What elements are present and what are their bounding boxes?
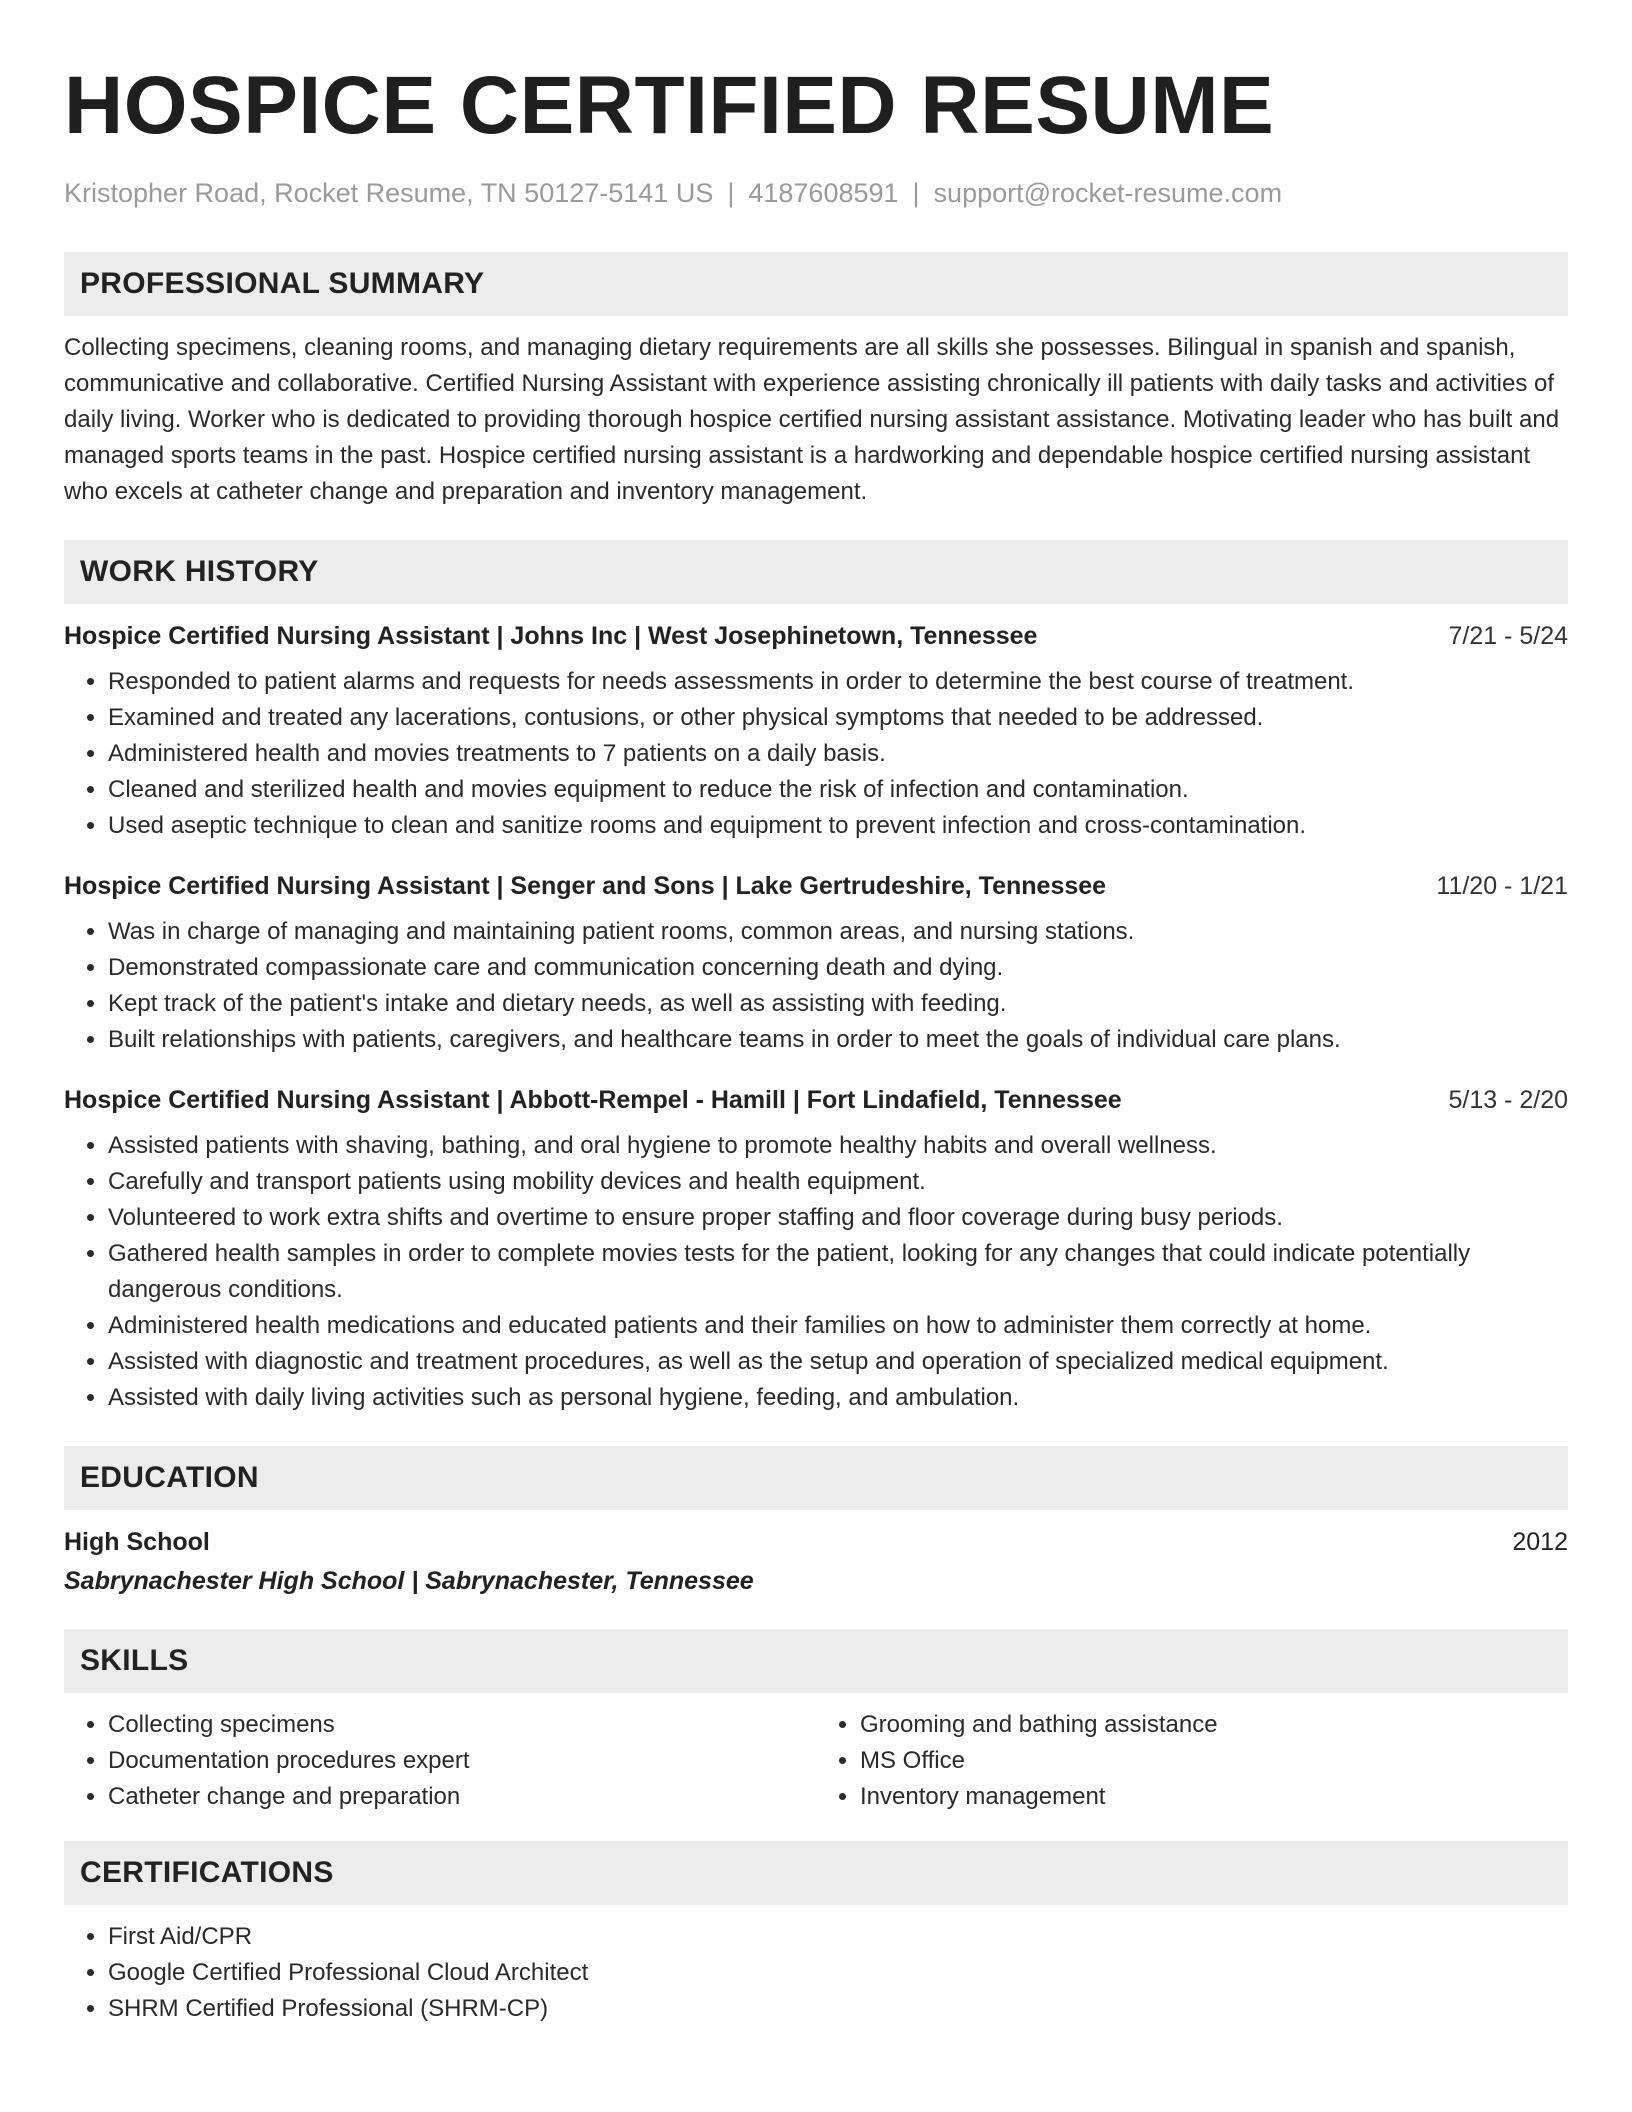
- list-item: • Cleaned and sterilized health and movies equipment to reduce the risk of infection and contamination.: [108, 772, 1568, 808]
- list-item: • Assisted with diagnostic and treatment procedures, as well as the setup and operation of specialized medical equipment.: [108, 1344, 1568, 1380]
- list-item: • Examined and treated any lacerations, contusions, or other physical symptoms that needed to be addressed.: [108, 700, 1568, 736]
- list-item: • Demonstrated compassionate care and communication concerning death and dying.: [108, 950, 1568, 986]
- contact-phone: 4187608591: [748, 178, 899, 208]
- list-item: • SHRM Certified Professional (SHRM-CP): [108, 1991, 1568, 2027]
- education-entry: [64, 1524, 1568, 1599]
- list-item: • Collecting specimens: [108, 1707, 816, 1743]
- list-item: • Inventory management: [860, 1779, 1568, 1815]
- education-year: 2012: [1512, 1528, 1568, 1556]
- contact-separator: |: [912, 178, 920, 208]
- list-item: • First Aid/CPR: [108, 1919, 1568, 1955]
- work-history-heading: WORK HISTORY: [64, 540, 1568, 604]
- list-item: • Responded to patient alarms and requests for needs assessments in order to determine the best course of treatment.: [108, 664, 1568, 700]
- summary-text: Collecting specimens, cleaning rooms, and managing dietary requirements are all skills she possesses. Bilingual in spanish and spanish, communicative and collaborative. Certified Nursing Assistant with experience assisting chronically ill patients with daily tasks and activities of daily living. Worker who is dedicated to providing thorough hospice certified nursing assistant assistance. Motivating leader who has built and managed sports teams in the past. Hospice certified nursing assistant is a hardworking and dependable hospice certified nursing assistant who excels at catheter change and preparation and inventory management.: [64, 334, 1560, 505]
- job-dates: 7/21 - 5/24: [1448, 622, 1568, 650]
- education-degree: High School: [64, 1528, 210, 1556]
- list-item: • MS Office: [860, 1743, 1568, 1779]
- certifications-list: [64, 1919, 1568, 2027]
- skills-list: [64, 1697, 1568, 1815]
- skills-heading: SKILLS: [64, 1629, 1568, 1693]
- job-bullets: [64, 664, 1568, 844]
- job-bullets: [64, 1128, 1568, 1416]
- education-school: Sabrynachester High School | Sabrynachester, Tennessee: [64, 1567, 754, 1595]
- list-item: • Carefully and transport patients using mobility devices and health equipment.: [108, 1164, 1568, 1200]
- job-title: Hospice Certified Nursing Assistant | Abbott-Rempel - Hamill | Fort Lindafield, Tennessee: [64, 1086, 1122, 1114]
- job-dates: 5/13 - 2/20: [1448, 1086, 1568, 1114]
- job-title: Hospice Certified Nursing Assistant | Johns Inc | West Josephinetown, Tennessee: [64, 622, 1038, 650]
- list-item: • Google Certified Professional Cloud Architect: [108, 1955, 1568, 1991]
- list-item: • Administered health and movies treatments to 7 patients on a daily basis.: [108, 736, 1568, 772]
- list-item: • Catheter change and preparation: [108, 1779, 816, 1815]
- contact-address: Kristopher Road, Rocket Resume, TN 50127-5141 US: [64, 178, 714, 208]
- list-item: • Documentation procedures expert: [108, 1743, 816, 1779]
- job-entry: [64, 868, 1568, 1058]
- job-bullets: [64, 914, 1568, 1058]
- skills-column-left: [64, 1707, 816, 1815]
- job-title: Hospice Certified Nursing Assistant | Senger and Sons | Lake Gertrudeshire, Tennessee: [64, 872, 1107, 900]
- list-item: • Grooming and bathing assistance: [860, 1707, 1568, 1743]
- job-entry: [64, 1082, 1568, 1416]
- list-item: • Kept track of the patient's intake and dietary needs, as well as assisting with feeding.: [108, 986, 1568, 1022]
- education-heading: EDUCATION: [64, 1446, 1568, 1510]
- contact-separator: |: [727, 178, 735, 208]
- contact-email[interactable]: support@rocket-resume.com: [933, 178, 1283, 208]
- list-item: • Was in charge of managing and maintaining patient rooms, common areas, and nursing stations.: [108, 914, 1568, 950]
- job-entry: [64, 618, 1568, 844]
- list-item: • Assisted with daily living activities such as personal hygiene, feeding, and ambulation.: [108, 1380, 1568, 1416]
- list-item: • Built relationships with patients, caregivers, and healthcare teams in order to meet the goals of individual care plans.: [108, 1022, 1568, 1058]
- skills-column-right: [816, 1707, 1568, 1815]
- list-item: • Assisted patients with shaving, bathing, and oral hygiene to promote healthy habits and overall wellness.: [108, 1128, 1568, 1164]
- list-item: • Administered health medications and educated patients and their families on how to administer them correctly at home.: [108, 1308, 1568, 1344]
- certifications-heading: CERTIFICATIONS: [64, 1841, 1568, 1905]
- contact-line: [64, 176, 1568, 210]
- resume-title: HOSPICE CERTIFIED RESUME: [64, 60, 1275, 151]
- list-item: • Volunteered to work extra shifts and overtime to ensure proper staffing and floor coverage during busy periods.: [108, 1200, 1568, 1236]
- job-dates: 11/20 - 1/21: [1436, 872, 1568, 900]
- summary-heading: PROFESSIONAL SUMMARY: [64, 252, 1568, 316]
- list-item: • Used aseptic technique to clean and sanitize rooms and equipment to prevent infection and cross-contamination.: [108, 808, 1568, 844]
- list-item: • Gathered health samples in order to complete movies tests for the patient, looking for any changes that could indicate potentially dangerous conditions.: [108, 1236, 1568, 1308]
